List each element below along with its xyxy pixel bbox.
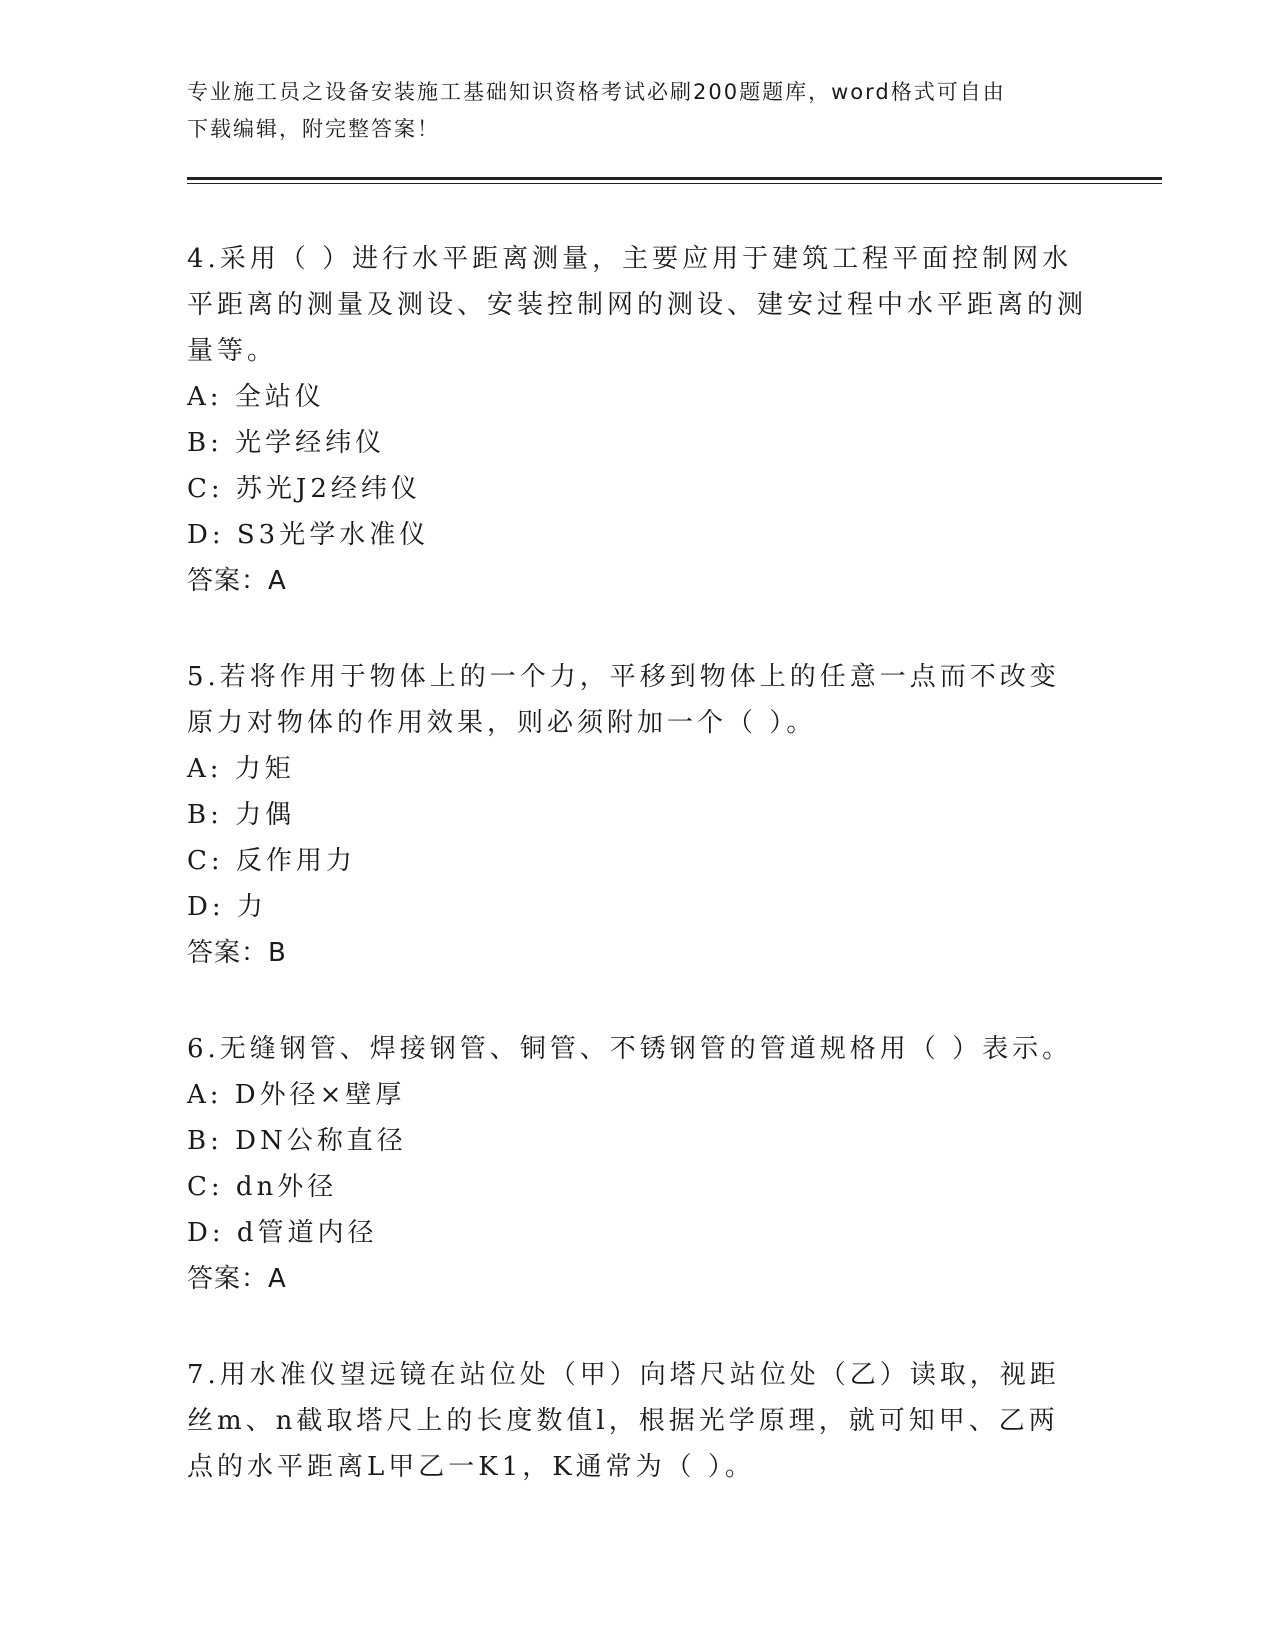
answer-line: 答案：B: [187, 938, 287, 968]
option-b: B: DN公称直径: [187, 1126, 407, 1156]
option-d: D: S3光学水准仪: [187, 520, 430, 550]
header-line-2: 下载编辑，附完整答案！: [187, 117, 440, 141]
header-divider-thick: [187, 177, 1162, 180]
question-stem: 4.采用（ ）进行水平距离测量，主要应用于建筑工程平面控制网水平距离的测量及测设、安装控制网的测设、建安过程中水平距离的测量等。: [187, 244, 1088, 366]
answer-line: 答案：A: [187, 566, 287, 596]
question-6: [187, 1026, 1087, 1302]
option-d: D: d管道内径: [187, 1218, 378, 1248]
option-c: C: 苏光J2经纬仪: [187, 474, 421, 504]
question-stem: 6.无缝钢管、焊接钢管、铜管、不锈钢管的管道规格用（ ）表示。: [187, 1034, 1073, 1064]
answer-line: 答案：A: [187, 1264, 287, 1294]
question-4: [187, 236, 1087, 604]
header-line-1: 专业施工员之设备安装施工基础知识资格考试必刷200题题库，word格式可自由: [187, 80, 1006, 104]
option-d: D: 力: [187, 892, 267, 922]
question-7: [187, 1352, 1087, 1490]
document-header: [187, 74, 1087, 148]
option-a: A: 全站仪: [187, 382, 325, 412]
question-5: [187, 654, 1087, 976]
question-stem: 5.若将作用于物体上的一个力，平移到物体上的任意一点而不改变原力对物体的作用效果，则必须附加一个（ ）。: [187, 662, 1060, 738]
option-c: C: 反作用力: [187, 846, 356, 876]
question-list: [187, 236, 1087, 1540]
option-b: B: 力偶: [187, 800, 296, 830]
option-b: B: 光学经纬仪: [187, 428, 386, 458]
option-a: A: D外径×壁厚: [187, 1080, 406, 1110]
option-a: A: 力矩: [187, 754, 295, 784]
header-divider-thin: [187, 183, 1162, 184]
question-stem: 7.用水准仪望远镜在站位处（甲）向塔尺站位处（乙）读取，视距丝m、n截取塔尺上的长度数值l，根据光学原理，就可知甲、乙两点的水平距离L甲乙一K1，K通常为（ ）。: [187, 1360, 1060, 1482]
option-c: C: dn外径: [187, 1172, 338, 1202]
